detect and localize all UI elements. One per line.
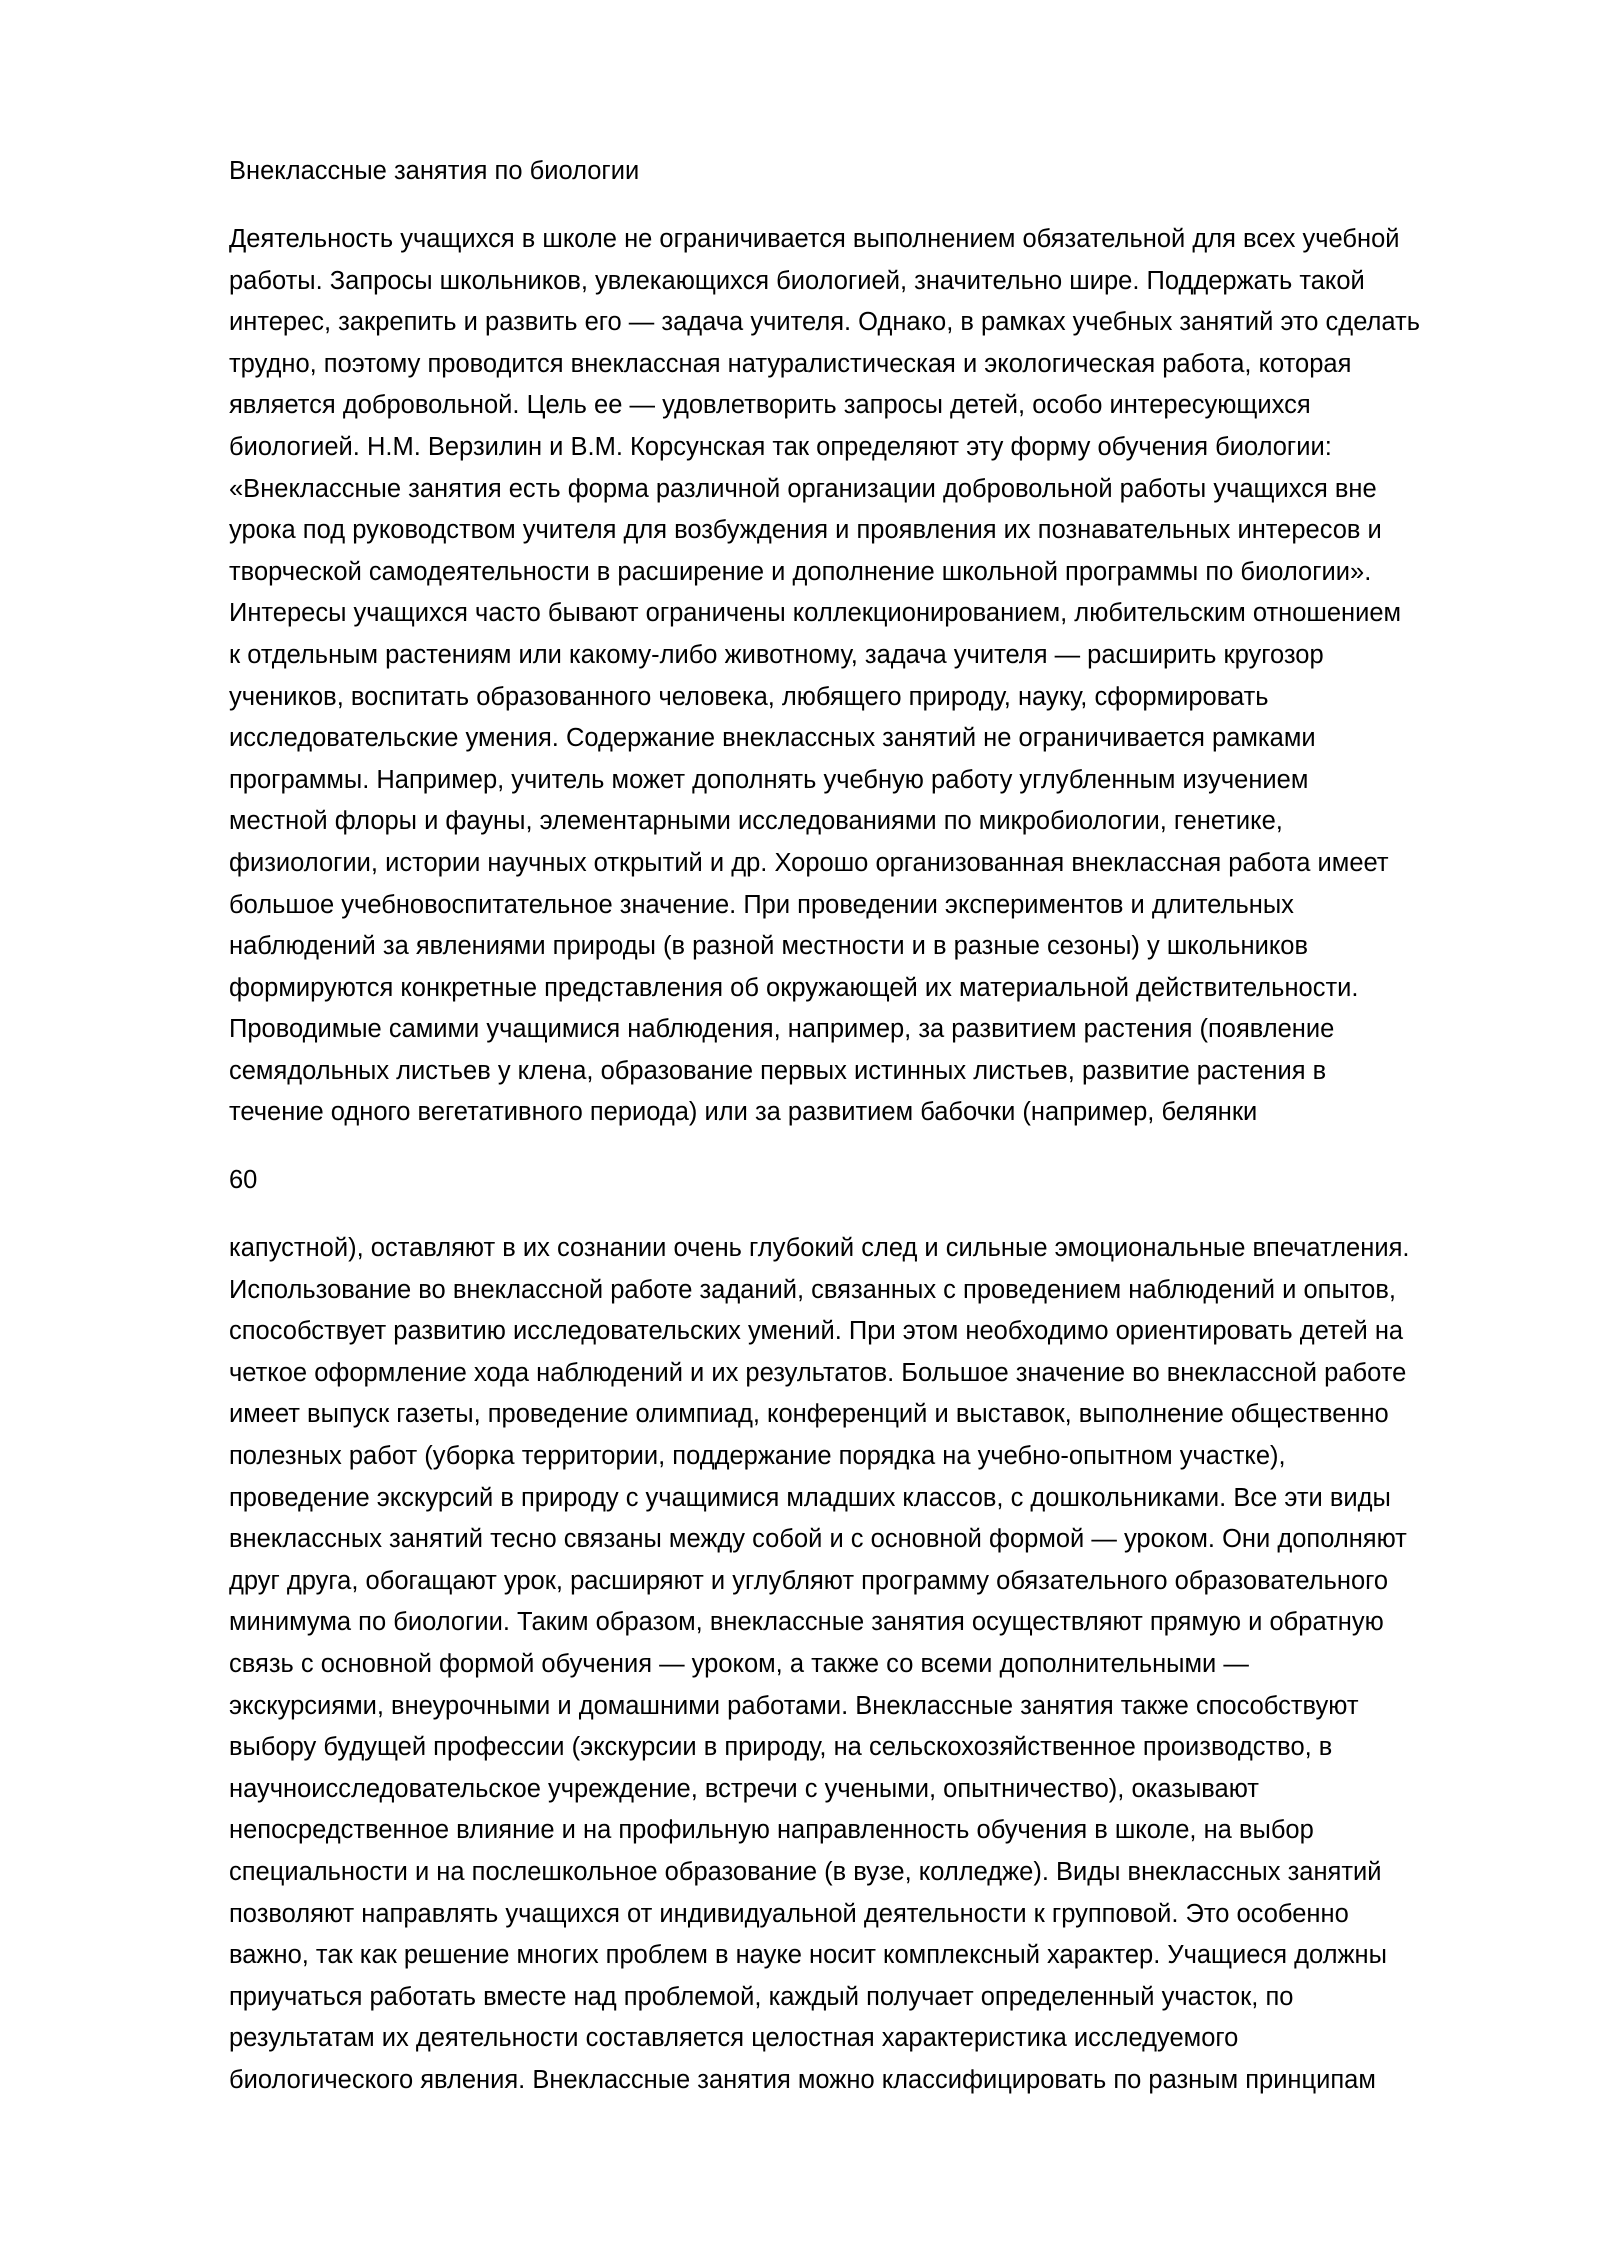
page-number <box>229 1160 1519 1202</box>
paragraph-line: наблюдений за явлениями природы (в разной местности и в разные сезоны) у школьников <box>229 932 1309 961</box>
paragraph-line: минимума по биологии. Таким образом, внеклассные занятия осуществляют прямую и обратную <box>229 1608 1384 1637</box>
paragraph-line: учеников, воспитать образованного человека, любящего природу, науку, сформировать <box>229 682 1269 711</box>
document-title <box>229 151 1519 193</box>
paragraph-line: «Внеклассные занятия есть форма различной организации добровольной работы учащихся вне <box>229 474 1377 503</box>
page-number-text: 60 <box>229 1166 258 1194</box>
paragraph-line: связь с основной формой обучения — уроком, а также со всеми дополнительными — <box>229 1649 1249 1678</box>
paragraph-line: специальности и на послешкольное образование (в вузе, колледже). Виды внеклассных занятий <box>229 1857 1382 1886</box>
paragraph-line: полезных работ (уборка территории, поддержание порядка на учебно-опытном участке), <box>229 1441 1286 1470</box>
paragraph-line: позволяют направлять учащихся от индивидуальной деятельности к групповой. Это особенно <box>229 1899 1349 1928</box>
paragraph-line: исследовательские умения. Содержание внеклассных занятий не ограничивается рамками <box>229 724 1316 753</box>
paragraph-line: Проводимые самими учащимися наблюдения, например, за развитием растения (появление <box>229 1015 1335 1044</box>
paragraph-line: Деятельность учащихся в школе не ограничивается выполнением обязательной для всех учебной <box>229 225 1400 253</box>
document-paragraph-2 <box>229 1228 1519 2101</box>
paragraph-line: Интересы учащихся часто бывают ограничены коллекционированием, любительским отношением <box>229 599 1402 628</box>
paragraph-line: является добровольной. Цель ее — удовлетворить запросы детей, особо интересующихся <box>229 391 1311 420</box>
paragraph-line: формируются конкретные представления об окружающей их материальной действительности. <box>229 973 1359 1002</box>
paragraph-line: приучаться работать вместе над проблемой, каждый получает определенный участок, по <box>229 1982 1294 2011</box>
paragraph-line: внеклассных занятий тесно связаны между собой и с основной формой — уроком. Они дополняют <box>229 1525 1407 1554</box>
paragraph-line: непосредственное влияние и на профильную направленность обучения в школе, на выбор <box>229 1816 1314 1845</box>
paragraph-line: Использование во внеклассной работе заданий, связанных с проведением наблюдений и опытов, <box>229 1275 1396 1304</box>
paragraph-line: течение одного вегетативного периода) или за развитием бабочки (например, белянки <box>229 1098 1258 1127</box>
paragraph-line: способствует развитию исследовательских умений. При этом необходимо ориентировать детей на <box>229 1317 1404 1346</box>
paragraph-line: физиологии, истории научных открытий и др. Хорошо организованная внеклассная работа имеет <box>229 848 1389 877</box>
paragraph-line: местной флоры и фауны, элементарными исследованиями по микробиологии, генетике, <box>229 807 1283 836</box>
paragraph-line: творческой самодеятельности в расширение и дополнение школьной программы по биологии». <box>229 557 1372 586</box>
paragraph-line: друг друга, обогащают урок, расширяют и углубляют программу обязательного образовательного <box>229 1566 1389 1595</box>
paragraph-line: семядольных листьев у клена, образование первых истинных листьев, развитие растения в <box>229 1056 1327 1085</box>
paragraph-line: капустной), оставляют в их сознании очень глубокий след и сильные эмоциональные впечатления. <box>229 1234 1410 1262</box>
paragraph-line: большое учебновоспитательное значение. При проведении экспериментов и длительных <box>229 890 1294 919</box>
paragraph-line: программы. Например, учитель может дополнять учебную работу углубленным изучением <box>229 765 1309 794</box>
paragraph-line: научноисследовательское учреждение, встречи с учеными, опытничество), оказывают <box>229 1774 1259 1803</box>
paragraph-line: важно, так как решение многих проблем в науке носит комплексный характер. Учащиеся должны <box>229 1941 1387 1970</box>
paragraph-line: проведение экскурсий в природу с учащимися младших классов, с дошкольниками. Все эти виды <box>229 1483 1391 1512</box>
paragraph-line: имеет выпуск газеты, проведение олимпиад, конференций и выставок, выполнение общественно <box>229 1400 1389 1429</box>
paragraph-line: к отдельным растениям или какому-либо животному, задача учителя — расширить кругозор <box>229 640 1324 669</box>
paragraph-line: результатам их деятельности составляется целостная характеристика исследуемого <box>229 2024 1239 2053</box>
paragraph-line: выбору будущей профессии (экскурсии в природу, на сельскохозяйственное производство, в <box>229 1733 1333 1762</box>
paragraph-line: четкое оформление хода наблюдений и их результатов. Большое значение во внеклассной работе <box>229 1358 1407 1387</box>
paragraph-line: интерес, закрепить и развить его — задача учителя. Однако, в рамках учебных занятий это сделать <box>229 308 1420 337</box>
paragraph-line: трудно, поэтому проводится внеклассная натуралистическая и экологическая работа, которая <box>229 349 1352 378</box>
document-paragraph-1 <box>229 219 1519 1134</box>
document-title-text: Внеклассные занятия по биологии <box>229 157 640 185</box>
paragraph-line: экскурсиями, внеурочными и домашними работами. Внеклассные занятия также способствуют <box>229 1691 1359 1720</box>
paragraph-line: биологией. Н.М. Верзилин и В.М. Корсунская так определяют эту форму обучения биологии: <box>229 432 1332 461</box>
paragraph-line: работы. Запросы школьников, увлекающихся биологией, значительно шире. Поддержать такой <box>229 266 1365 295</box>
paragraph-line: урока под руководством учителя для возбуждения и проявления их познавательных интересов и <box>229 516 1382 545</box>
paragraph-line: биологического явления. Внеклассные занятия можно классифицировать по разным принципам <box>229 2065 1376 2094</box>
